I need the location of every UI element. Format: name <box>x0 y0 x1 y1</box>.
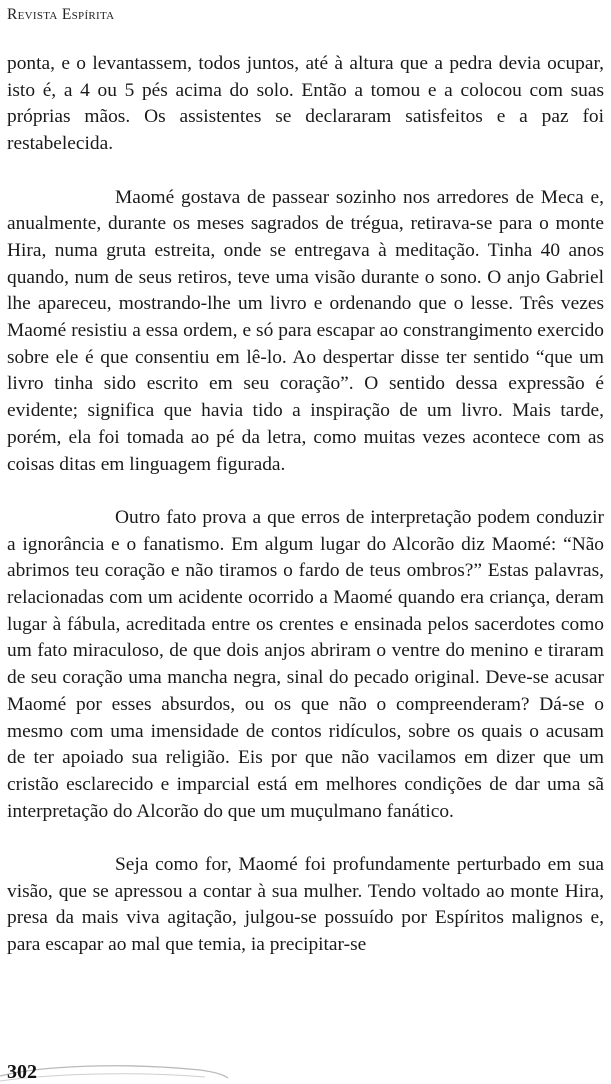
paragraph-disturbed: Seja como for, Maomé foi profundamente perturbado em sua visão, que se apressou a contar à sua mulher. Tendo voltado ao monte Hira, presa da mais viva agitação, julgou-se possuído por Espíritos malignos e, para escapar ao mal que temia, ia precipitar-se <box>7 854 604 956</box>
body-text <box>7 51 604 959</box>
paragraph-gap <box>7 478 604 505</box>
running-header: Revista Espírita <box>7 6 115 23</box>
paragraph-gap <box>7 158 604 185</box>
paragraph-interpretation: Outro fato prova a que erros de interpretação podem conduzir a ignorância e o fanatismo. Em algum lugar do Alcorão diz Maomé: “Não abrimos teu coração e não tiramos o fardo de teus ombros?” Estas palavras, relacionadas com um acidente ocorrido a Maomé quando era criança, deram lugar à fábula, acreditada entre os crentes e ensinada pelos sacerdotes como um fato miraculoso, de que dois anjos abriram o ventre do menino e tiraram de seu coração uma mancha negra, sinal do pecado original. Deve-se acusar Maomé por esses absurdos, ou os que não o compreenderam? Dá-se o mesmo com uma imensidade de contos ridículos, sobre os quais o acusam de ter apoiado sua religião. Eis por que não vacilamos em dizer que um cristão esclarecido e imparcial está em melhores condições de dar uma sã interpretação do Alcorão do que um muçulmano fanático. <box>7 506 604 822</box>
paragraph-continuation: ponta, e o levantassem, todos juntos, até à altura que a pedra devia ocupar, isto é, a 4 ou 5 pés acima do solo. Então a tomou e a colocou com suas próprias mãos. Os assistentes se declararam satisfeitos e a paz foi restabelecida. <box>7 53 604 155</box>
paragraph-hira-vision: Maomé gostava de passear sozinho nos arredores de Meca e, anualmente, durante os meses sagrados de trégua, retirava-se para o monte Hira, numa gruta estreita, onde se entregava à meditação. Tinha 40 anos quando, num de seus retiros, teve uma visão durante o sono. O anjo Gabriel lhe apareceu, mostrando-lhe um livro e ordenando que o lesse. Três vezes Maomé resistiu a essa ordem, e só para escapar ao constrangimento exercido sobre ele é que consentiu em lê-lo. Ao despertar disse ter sentido “que um livro tinha sido escrito em seu coração”. O sentido dessa expressão é evidente; significa que havia tido a inspiração de um livro. Mais tarde, porém, ela foi tomada ao pé da letra, como muitas vezes acontece com as coisas ditas em linguagem figurada. <box>7 186 604 475</box>
page-number: 302 <box>7 1061 37 1083</box>
paragraph-gap <box>7 825 604 852</box>
